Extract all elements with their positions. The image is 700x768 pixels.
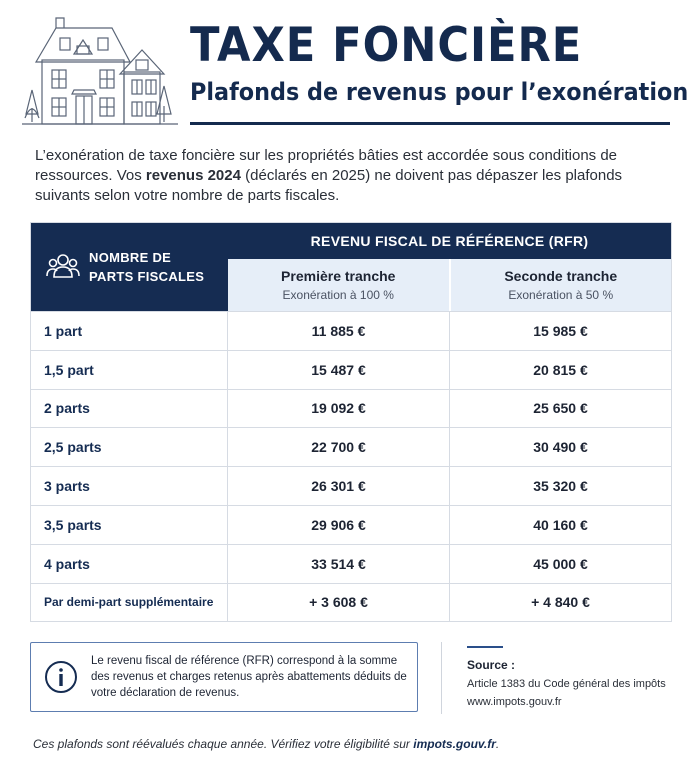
table-row (31, 389, 671, 428)
header (0, 0, 700, 130)
source-title: Source : (467, 658, 516, 672)
second-tranche-value: 15 985 € (449, 312, 671, 350)
first-tranche-header (228, 259, 449, 311)
vertical-divider (441, 642, 442, 714)
footer-text: Ces plafonds sont réévalués chaque année. Vérifiez votre éligibilité sur (33, 737, 414, 751)
row-label: 2,5 parts (31, 428, 228, 466)
second-tranche-value: + 4 840 € (449, 584, 671, 622)
table-body (31, 311, 671, 621)
source-article: Article 1383 du Code général des impôts (467, 678, 666, 690)
first-tranche-value: 19 092 € (311, 400, 366, 417)
row-label: 3 parts (31, 467, 228, 505)
row-label: Par demi-part supplémentaire (31, 584, 228, 622)
parts-column-header (31, 223, 228, 311)
row-label: 4 parts (31, 545, 228, 583)
intro-text-2: (déclarés en 2025) ne doivent pas dépaszer les plafonds suivants selon votre nombre de parts fiscales. (35, 167, 623, 204)
row-label: 2 parts (31, 390, 228, 428)
parts-header-line2: PARTS FISCALES (89, 269, 205, 284)
second-tranche-value: 20 815 € (449, 351, 671, 389)
row-label: 1,5 part (31, 351, 228, 389)
tranche-headers (228, 259, 671, 311)
second-tranche-value: 40 160 € (449, 506, 671, 544)
first-tranche-value: + 3 608 € (309, 594, 368, 611)
footer-end: . (495, 737, 500, 751)
second-tranche-value: 35 320 € (449, 467, 671, 505)
footer-link[interactable]: impots.gouv.fr (413, 737, 496, 751)
info-icon (43, 659, 79, 695)
house-illustration (20, 10, 180, 128)
table-row (31, 544, 671, 583)
first-tranche-value: 15 487 € (311, 361, 366, 378)
table-row (31, 466, 671, 505)
rfr-header: REVENU FISCAL DE RÉFÉRENCE (RFR) (228, 223, 671, 259)
table-row (31, 505, 671, 544)
table-row (31, 311, 671, 350)
parts-header-label (89, 248, 204, 286)
source-block (467, 650, 666, 708)
second-tranche-value: 45 000 € (449, 545, 671, 583)
table-row (31, 583, 671, 622)
thresholds-table (30, 222, 672, 622)
first-tranche-value: 11 885 € (311, 322, 366, 339)
info-box (30, 642, 418, 712)
intro-bold: revenus 2024 (145, 167, 241, 184)
footer-note (33, 737, 499, 751)
row-label: 1 part (31, 312, 228, 350)
first-tranche-value: 22 700 € (311, 439, 366, 456)
title-divider (190, 122, 670, 125)
page-title: TAXE FONCIÈRE (190, 18, 583, 73)
first-tranche-value: 29 906 € (311, 516, 366, 533)
second-tranche-value: 25 650 € (449, 390, 671, 428)
table-row (31, 427, 671, 466)
source-accent-rule (467, 646, 503, 648)
info-text: Le revenu fiscal de référence (RFR) correspond à la somme des revenus et charges retenus après abattements déduits de votre déclaration de revenus. (91, 655, 407, 699)
rfr-header-group (228, 223, 671, 311)
second-tranche-value: 30 490 € (449, 428, 671, 466)
second-tranche-title: Seconde tranche (504, 268, 618, 284)
second-tranche-subtitle: Exonération à 50 % (508, 288, 614, 302)
row-label: 3,5 parts (31, 506, 228, 544)
intro-paragraph (35, 146, 665, 206)
second-tranche-header (449, 259, 672, 311)
source-link[interactable]: www.impots.gouv.fr (467, 696, 562, 708)
page-subtitle: Plafonds de revenus pour l’exonération (190, 78, 689, 106)
parts-header-line1: NOMBRE DE (89, 250, 172, 265)
first-tranche-value: 26 301 € (311, 478, 366, 495)
first-tranche-value: 33 514 € (311, 555, 366, 572)
intro-text-1: L’exonération de taxe foncière sur les propriétés bâties est accordée sous conditions de ressources. Vos (35, 147, 618, 184)
table-row (31, 350, 671, 389)
first-tranche-title: Première tranche (281, 268, 396, 284)
people-icon (45, 249, 81, 285)
first-tranche-subtitle: Exonération à 100 % (282, 288, 394, 302)
table-header (31, 223, 671, 311)
